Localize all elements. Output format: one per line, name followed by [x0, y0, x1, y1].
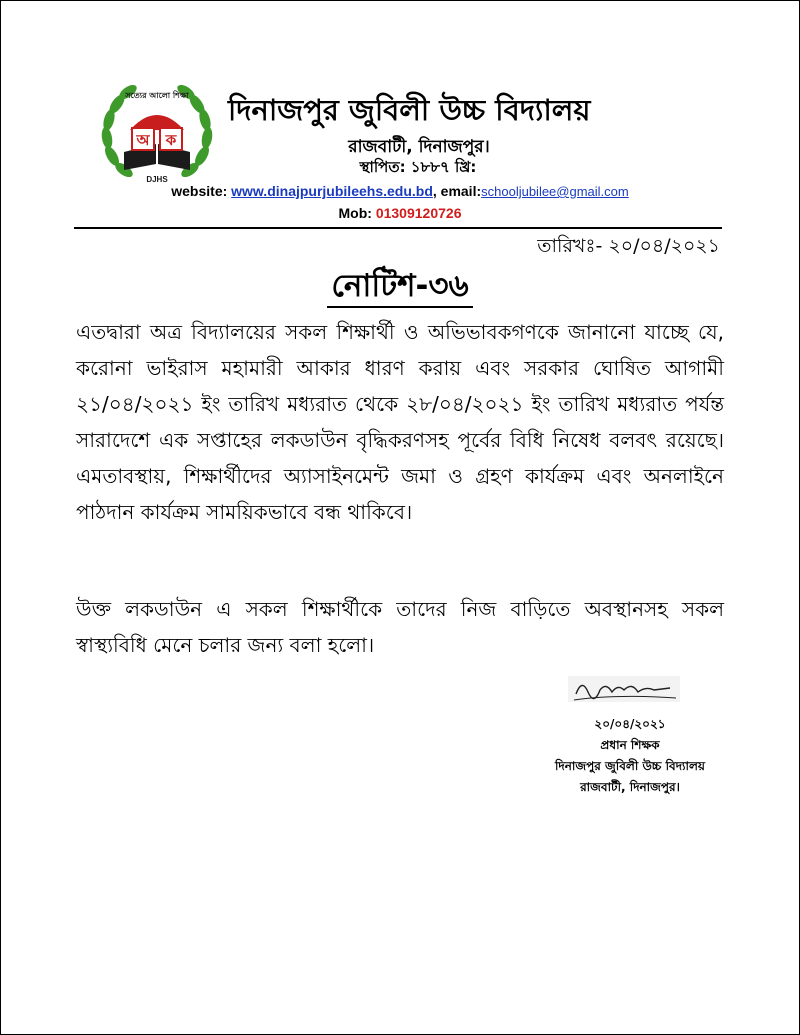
logo-letter-a: অ [136, 131, 150, 149]
notice-paragraph-1: এতদ্বারা অত্র বিদ্যালয়ের সকল শিক্ষার্থী ও অভিভাবকগণকে জানানো যাচ্ছে যে, করোনা ভাইরাস মহামারী আকার ধারণ করায় এবং সরকার ঘোষিত আগামী ২১/০৪/২০২১ ইং তারিখ মধ্যরাত থেকে ২৮/০৪/২০২১ ইং তারিখ মধ্যরাত পর্যন্ত সারাদেশে এক সপ্তাহের লকডাউন বৃদ্ধিকরণসহ পূর্বের বিধি নিষেধ বলবৎ রয়েছে। এমতাবস্থায়, শিক্ষার্থীদের অ্যাসাইনমেন্ট জমা ও গ্রহণ কার্যক্রম এবং অনলাইনে পাঠদান কার্যক্রম সাময়িকভাবে বন্ধ থাকিবে। [76, 320, 724, 524]
signature-designation: প্রধান শিক্ষক [600, 738, 660, 752]
signature-image [566, 672, 682, 708]
mobile-label: Mob: [338, 205, 376, 221]
notice-date: তারিখঃ- ২০/০৪/২০২১ [537, 235, 720, 257]
established-year: স্থাপিত: ১৮৮৭ খ্রি: [359, 158, 477, 176]
school-address: রাজবাটী, দিনাজপুর। [348, 137, 490, 157]
website-link[interactable]: www.dinajpurjubileehs.edu.bd [231, 183, 433, 199]
header-divider [74, 227, 722, 229]
notice-paragraph-2: উক্ত লকডাউন এ সকল শিক্ষার্থীকে তাদের নিজ বাড়িতে অবস্থানসহ সকল স্বাস্থ্যবিধি মেনে চলার জন্য বলা হলো। [76, 597, 724, 657]
contact-line [0, 183, 800, 199]
signature-block [520, 714, 740, 798]
logo-initials: DJHS [146, 175, 168, 184]
logo-top-text: সত্যের আলো শিক্ষা [125, 91, 189, 100]
notice-title-wrap [0, 262, 800, 314]
mobile-line [0, 205, 800, 221]
logo-letter-k: ক [165, 131, 177, 149]
school-name: দিনাজপুর জুবিলী উচ্চ বিদ্যালয় [228, 93, 591, 127]
mobile-number: 01309120726 [375, 205, 462, 221]
signature-location: রাজবাটী, দিনাজপুর। [580, 780, 680, 794]
notice-title: নোটিশ-৩৬ [327, 268, 472, 308]
email-link[interactable]: schooljubilee@gmail.com [481, 184, 629, 199]
email-label: , email: [432, 183, 482, 199]
website-label: website: [171, 183, 232, 199]
signature-date: ২০/০৪/২০২১ [594, 717, 666, 731]
signature-school: দিনাজপুর জুবিলী উচ্চ বিদ্যালয় [555, 759, 705, 773]
